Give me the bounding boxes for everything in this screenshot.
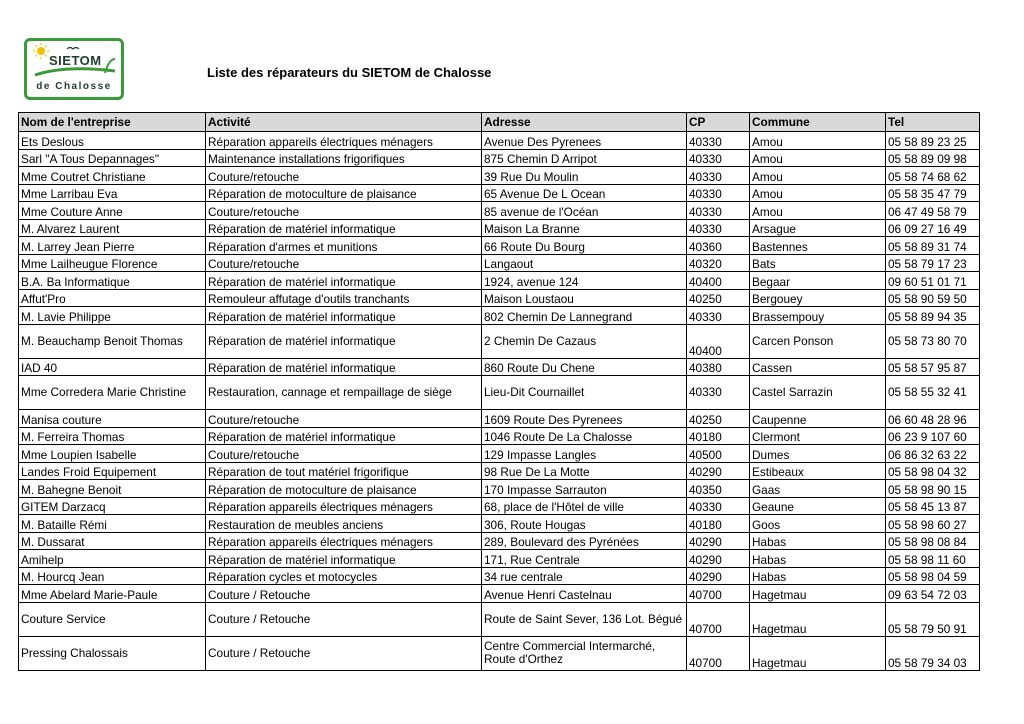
cell-activite: Réparation appareils électriques ménagers [206,497,482,515]
cell-nom: M. Larrey Jean Pierre [19,237,206,255]
cell-activite: Réparation de matériel informatique [206,358,482,376]
cell-adresse: 65 Avenue De L Ocean [482,184,687,202]
cell-commune: Amou [750,167,886,185]
cell-activite: Couture/retouche [206,410,482,428]
cell-adresse: 802 Chemin De Lannegrand [482,307,687,325]
cell-adresse: 170 Impasse Sarrauton [482,480,687,498]
sietom-logo [24,38,124,100]
cell-cp: 40360 [687,237,750,255]
cell-cp: 40330 [687,202,750,220]
cell-tel: 05 58 73 80 70 [886,324,980,358]
cell-nom: Mme Abelard Marie-Paule [19,585,206,603]
cell-cp: 40700 [687,585,750,603]
cell-cp: 40330 [687,376,750,410]
cell-commune: Bastennes [750,237,886,255]
header-activite: Activité [206,113,482,132]
cell-cp: 40290 [687,462,750,480]
cell-commune: Geaune [750,497,886,515]
table-row [19,462,980,480]
cell-cp: 40320 [687,254,750,272]
table-row [19,445,980,463]
cell-tel: 05 58 90 59 50 [886,289,980,307]
cell-tel: 06 86 32 63 22 [886,445,980,463]
cell-adresse: Lieu-Dit Cournaillet [482,376,687,410]
cell-activite: Réparation de motoculture de plaisance [206,184,482,202]
cell-cp: 40500 [687,445,750,463]
cell-commune: Begaar [750,272,886,290]
cell-nom: Sarl "A Tous Depannages" [19,149,206,167]
cell-commune: Goos [750,515,886,533]
cell-commune: Arsague [750,219,886,237]
cell-cp: 40700 [687,602,750,636]
cell-nom: Mme Loupien Isabelle [19,445,206,463]
cell-commune: Dumes [750,445,886,463]
table-row [19,184,980,202]
cell-activite: Restauration, cannage et rempaillage de siège [206,376,482,410]
cell-adresse: Route de Saint Sever, 136 Lot. Bégué [482,602,687,636]
cell-adresse: 875 Chemin D Arripot [482,149,687,167]
cell-commune: Habas [750,567,886,585]
table-row [19,410,980,428]
cell-tel: 05 58 98 11 60 [886,550,980,568]
cell-adresse: Centre Commercial Intermarché, Route d'Orthez [482,636,687,670]
table-row [19,497,980,515]
cell-nom: Mme Lailheugue Florence [19,254,206,272]
header-tel: Tel [886,113,980,132]
cell-activite: Couture / Retouche [206,602,482,636]
cell-commune: Carcen Ponson [750,324,886,358]
cell-cp: 40330 [687,167,750,185]
cell-tel: 05 58 79 17 23 [886,254,980,272]
header-nom: Nom de l'entreprise [19,113,206,132]
cell-nom: M. Bahegne Benoit [19,480,206,498]
cell-activite: Réparation de tout matériel frigorifique [206,462,482,480]
cell-commune: Gaas [750,480,886,498]
cell-commune: Amou [750,202,886,220]
cell-commune: Hagetmau [750,602,886,636]
cell-tel: 05 58 57 95 87 [886,358,980,376]
cell-nom: Landes Froid Equipement [19,462,206,480]
cell-adresse: 98 Rue De La Motte [482,462,687,480]
table-row [19,307,980,325]
cell-activite: Remouleur affutage d'outils tranchants [206,289,482,307]
cell-cp: 40330 [687,184,750,202]
cell-adresse: Maison Loustaou [482,289,687,307]
cell-commune: Caupenne [750,410,886,428]
table-row [19,515,980,533]
cell-activite: Réparation de matériel informatique [206,550,482,568]
cell-commune: Estibeaux [750,462,886,480]
cell-nom: Couture Service [19,602,206,636]
cell-activite: Réparation appareils électriques ménagers [206,132,482,150]
cell-adresse: 1609 Route Des Pyrenees [482,410,687,428]
cell-commune: Habas [750,550,886,568]
cell-activite: Réparation de motoculture de plaisance [206,480,482,498]
table-row [19,636,980,670]
cell-nom: M. Bataille Rémi [19,515,206,533]
cell-tel: 05 58 98 90 15 [886,480,980,498]
table-row [19,324,980,358]
page-title: Liste des réparateurs du SIETOM de Chalosse [207,65,492,80]
table-row [19,480,980,498]
cell-adresse: 289, Boulevard des Pyrénées [482,532,687,550]
cell-nom: Affut'Pro [19,289,206,307]
table-row [19,202,980,220]
cell-adresse: 860 Route Du Chene [482,358,687,376]
cell-tel: 06 60 48 28 96 [886,410,980,428]
cell-tel: 05 58 79 34 03 [886,636,980,670]
cell-cp: 40350 [687,480,750,498]
cell-activite: Couture / Retouche [206,585,482,603]
cell-cp: 40290 [687,567,750,585]
cell-tel: 05 58 55 32 41 [886,376,980,410]
cell-commune: Amou [750,132,886,150]
cell-activite: Réparation appareils électriques ménagers [206,532,482,550]
cell-commune: Hagetmau [750,636,886,670]
cell-cp: 40330 [687,497,750,515]
cell-commune: Bergouey [750,289,886,307]
cell-nom: M. Dussarat [19,532,206,550]
cell-nom: M. Beauchamp Benoit Thomas [19,324,206,358]
header-commune: Commune [750,113,886,132]
logo-subtitle: de Chalosse [36,81,112,92]
table-row [19,289,980,307]
cell-activite: Réparation de matériel informatique [206,307,482,325]
cell-commune: Bats [750,254,886,272]
cell-nom: Pressing Chalossais [19,636,206,670]
cell-nom: Mme Couture Anne [19,202,206,220]
table-row [19,427,980,445]
cell-cp: 40250 [687,410,750,428]
table-row [19,567,980,585]
cell-adresse: 68, place de l'Hôtel de ville [482,497,687,515]
cell-cp: 40400 [687,272,750,290]
table-row [19,585,980,603]
cell-tel: 05 58 98 60 27 [886,515,980,533]
cell-tel: 06 47 49 58 79 [886,202,980,220]
cell-tel: 05 58 74 68 62 [886,167,980,185]
cell-activite: Maintenance installations frigorifiques [206,149,482,167]
cell-tel: 05 58 89 23 25 [886,132,980,150]
cell-nom: M. Ferreira Thomas [19,427,206,445]
table-row [19,376,980,410]
cell-cp: 40400 [687,324,750,358]
cell-activite: Réparation de matériel informatique [206,272,482,290]
cell-tel: 05 58 89 09 98 [886,149,980,167]
cell-activite: Couture/retouche [206,445,482,463]
cell-cp: 40380 [687,358,750,376]
cell-commune: Amou [750,149,886,167]
cell-tel: 05 58 98 04 59 [886,567,980,585]
cell-commune: Clermont [750,427,886,445]
cell-cp: 40330 [687,149,750,167]
cell-nom: Mme Corredera Marie Christine [19,376,206,410]
cell-activite: Réparation de matériel informatique [206,427,482,445]
table-row [19,550,980,568]
cell-activite: Réparation de matériel informatique [206,219,482,237]
cell-tel: 05 58 45 13 87 [886,497,980,515]
cell-nom: GITEM Darzacq [19,497,206,515]
cell-adresse: Avenue Henri Castelnau [482,585,687,603]
cell-commune: Brassempouy [750,307,886,325]
table-row [19,602,980,636]
table-row [19,237,980,255]
cell-nom: M. Hourcq Jean [19,567,206,585]
cell-cp: 40290 [687,532,750,550]
cell-cp: 40330 [687,219,750,237]
table-header-row [19,113,980,132]
cell-tel: 06 23 9 107 60 [886,427,980,445]
cell-adresse: 306, Route Hougas [482,515,687,533]
cell-activite: Couture/retouche [206,202,482,220]
cell-nom: Manisa couture [19,410,206,428]
cell-nom: Mme Larribau Eva [19,184,206,202]
cell-cp: 40180 [687,427,750,445]
cell-adresse: 171, Rue Centrale [482,550,687,568]
cell-activite: Réparation cycles et motocycles [206,567,482,585]
cell-adresse: 34 rue centrale [482,567,687,585]
cell-tel: 06 09 27 16 49 [886,219,980,237]
cell-nom: IAD 40 [19,358,206,376]
cell-activite: Couture / Retouche [206,636,482,670]
cell-commune: Hagetmau [750,585,886,603]
repairers-table [18,112,980,671]
table-row [19,219,980,237]
table-row [19,167,980,185]
cell-nom: Amihelp [19,550,206,568]
cell-cp: 40250 [687,289,750,307]
cell-nom: B.A. Ba Informatique [19,272,206,290]
cell-activite: Restauration de meubles anciens [206,515,482,533]
cell-activite: Couture/retouche [206,167,482,185]
header-adresse: Adresse [482,113,687,132]
cell-commune: Cassen [750,358,886,376]
cell-nom: M. Lavie Philippe [19,307,206,325]
cell-activite: Réparation d'armes et munitions [206,237,482,255]
cell-adresse: Avenue Des Pyrenees [482,132,687,150]
table-row [19,132,980,150]
cell-tel: 05 58 35 47 79 [886,184,980,202]
cell-nom: Ets Deslous [19,132,206,150]
cell-cp: 40330 [687,307,750,325]
cell-adresse: 1046 Route De La Chalosse [482,427,687,445]
cell-adresse: 85 avenue de l'Océan [482,202,687,220]
cell-tel: 05 58 98 04 32 [886,462,980,480]
cell-commune: Amou [750,184,886,202]
cell-tel: 09 60 51 01 71 [886,272,980,290]
cell-nom: M. Alvarez Laurent [19,219,206,237]
cell-adresse: 39 Rue Du Moulin [482,167,687,185]
cell-adresse: 66 Route Du Bourg [482,237,687,255]
table-row [19,254,980,272]
cell-activite: Réparation de matériel informatique [206,324,482,358]
cell-adresse: Maison La Branne [482,219,687,237]
cell-tel: 05 58 89 31 74 [886,237,980,255]
cell-tel: 09 63 54 72 03 [886,585,980,603]
logo-brand: SIETOM [49,53,102,68]
cell-commune: Castel Sarrazin [750,376,886,410]
cell-tel: 05 58 79 50 91 [886,602,980,636]
cell-cp: 40330 [687,132,750,150]
header-cp: CP [687,113,750,132]
cell-tel: 05 58 98 08 84 [886,532,980,550]
cell-activite: Couture/retouche [206,254,482,272]
cell-nom: Mme Coutret Christiane [19,167,206,185]
table-row [19,532,980,550]
table-row [19,358,980,376]
cell-adresse: 2 Chemin De Cazaus [482,324,687,358]
cell-cp: 40290 [687,550,750,568]
cell-adresse: 1924, avenue 124 [482,272,687,290]
table-row [19,149,980,167]
cell-cp: 40700 [687,636,750,670]
cell-adresse: 129 Impasse Langles [482,445,687,463]
cell-commune: Habas [750,532,886,550]
table-row [19,272,980,290]
cell-adresse: Langaout [482,254,687,272]
cell-tel: 05 58 89 94 35 [886,307,980,325]
cell-cp: 40180 [687,515,750,533]
